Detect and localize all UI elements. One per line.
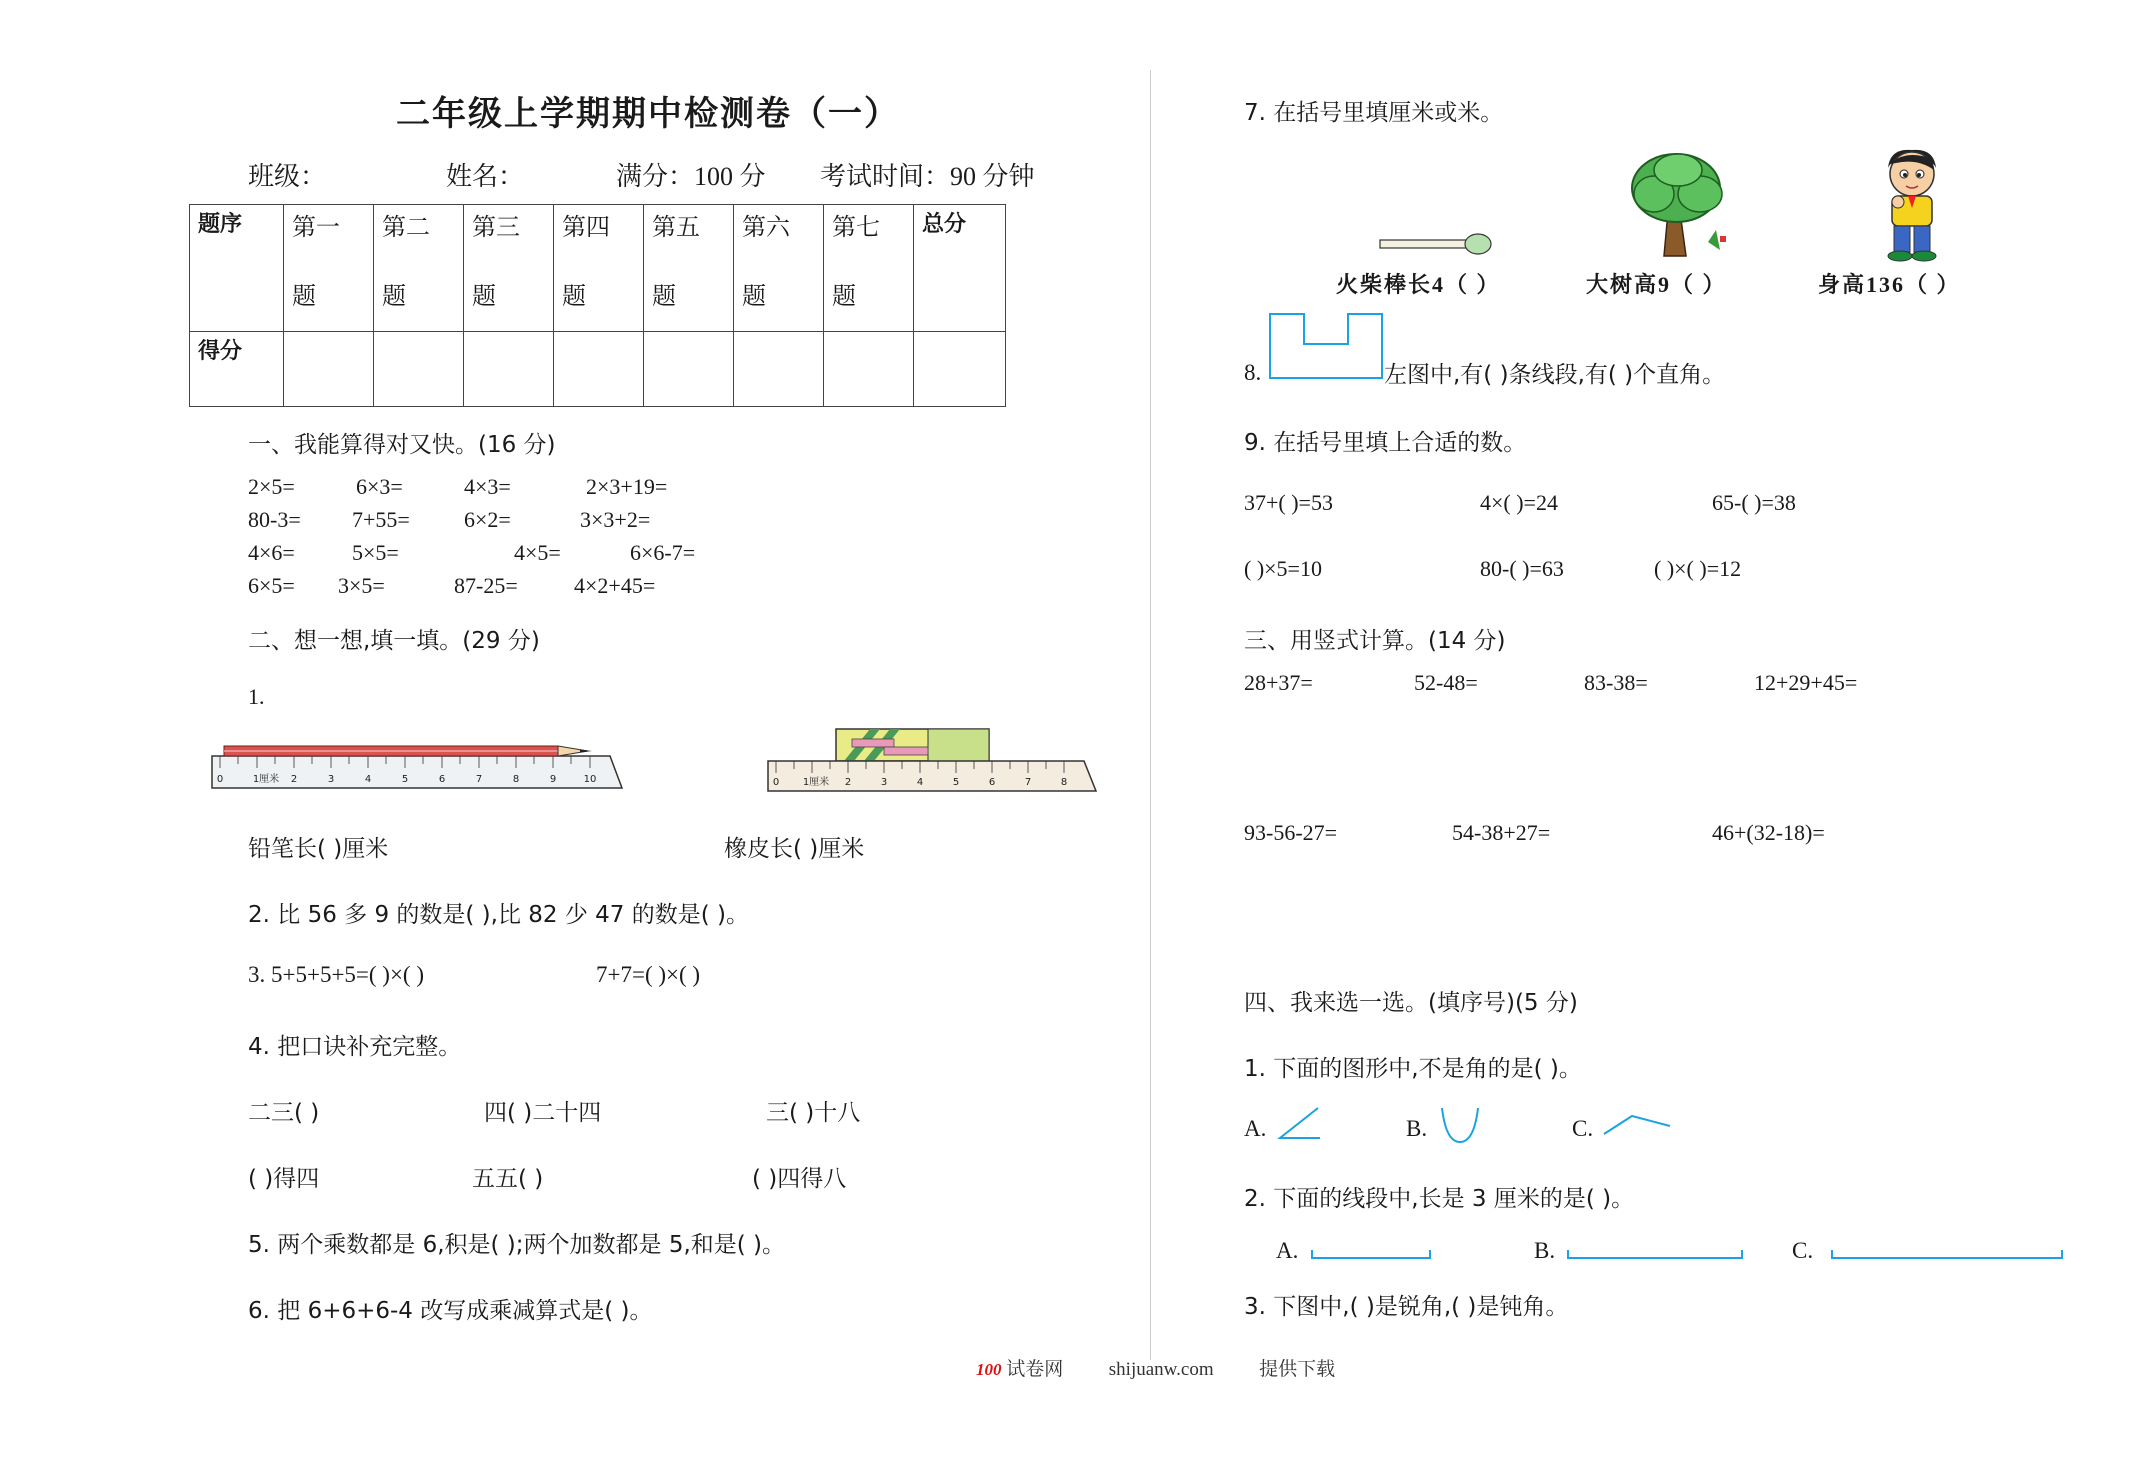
option-b-segment <box>1566 1248 1744 1262</box>
question-3b: 7+7=( )×( ) <box>596 962 701 987</box>
question-9: 9. 在括号里填上合适的数。 <box>1244 430 1527 456</box>
footer <box>976 1354 1335 1381</box>
fill-item: 65-( )=38 <box>1712 490 1796 515</box>
rhyme-item: 二三( ) <box>248 1100 320 1126</box>
question-3a: 3. 5+5+5+5=( )×( ) <box>248 962 424 987</box>
option-label: B. <box>1534 1238 1556 1263</box>
calc-item: 4×2+45= <box>574 573 656 598</box>
vertical-calc-item: 46+(32-18)= <box>1712 820 1825 845</box>
tree-image <box>1624 150 1734 262</box>
question-2: 2. 比 56 多 9 的数是( ),比 82 少 47 的数是( )。 <box>248 902 750 928</box>
vertical-calc-item: 83-38= <box>1584 670 1648 695</box>
ruler-1-tick-label: 6 <box>438 774 446 785</box>
table-cell: 得分 <box>190 332 284 407</box>
calc-item: 87-25= <box>454 573 518 598</box>
calc-item: 5×5= <box>352 540 399 565</box>
score-cell[interactable] <box>554 332 644 407</box>
footer-brand: 试卷网 <box>1006 1359 1064 1380</box>
table-cell: 第五 题 <box>644 205 734 332</box>
rhyme-item: 四( )二十四 <box>484 1100 602 1126</box>
ruler-2-tick-label: 8 <box>1060 777 1068 788</box>
pencil-question: 铅笔长( )厘米 <box>248 836 389 862</box>
footer-site-link[interactable]: shijuanw.com <box>1108 1359 1214 1380</box>
page-title: 二年级上学期期中检测卷（一） <box>396 96 900 133</box>
score-cell[interactable] <box>734 332 824 407</box>
score-cell[interactable] <box>374 332 464 407</box>
section4-title: 四、我来选一选。(填序号)(5 分) <box>1244 990 1578 1016</box>
ruler-2-unit-label: 1厘米 <box>802 777 830 788</box>
ruler-1-tick-label: 3 <box>327 774 335 785</box>
score-cell[interactable] <box>284 332 374 407</box>
q7-caption-height: 身高136（ ） <box>1818 272 1961 297</box>
ruler-1-tick-label: 10 <box>583 774 597 785</box>
vertical-calc-item: 28+37= <box>1244 670 1313 695</box>
calc-item: 2×3+19= <box>586 474 668 499</box>
calc-item: 3×5= <box>338 573 385 598</box>
option-label: C. <box>1572 1116 1594 1141</box>
table-cell: 总分 <box>914 205 1006 332</box>
ruler-1-tick-label: 0 <box>216 774 224 785</box>
calc-item: 3×3+2= <box>580 507 651 532</box>
score-table-score-row <box>190 332 1006 407</box>
score-cell[interactable] <box>914 332 1006 407</box>
eraser-question: 橡皮长( )厘米 <box>724 836 865 862</box>
option-b-curve-icon <box>1438 1106 1484 1146</box>
question-4: 4. 把口诀补充完整。 <box>248 1034 462 1060</box>
calc-item: 6×2= <box>464 507 511 532</box>
eraser <box>836 729 989 761</box>
q8-shape <box>1268 312 1384 380</box>
matchstick-image <box>1378 230 1493 260</box>
table-cell: 题序 <box>190 205 284 332</box>
ruler-1-tick-label: 7 <box>475 774 483 785</box>
choice-question-3: 3. 下图中,( )是锐角,( )是钝角。 <box>1244 1294 1569 1320</box>
question-7: 7. 在括号里填厘米或米。 <box>1244 100 1504 126</box>
question-8: 左图中,有( )条线段,有( )个直角。 <box>1384 362 1726 388</box>
table-cell: 第六 题 <box>734 205 824 332</box>
fill-item: ( )×( )=12 <box>1654 556 1742 581</box>
name-label: 姓名： <box>446 162 525 191</box>
ruler-1-tick-label: 2 <box>290 774 298 785</box>
option-label: A. <box>1276 1238 1299 1263</box>
site-logo: 100 <box>976 1360 1002 1379</box>
question-5: 5. 两个乘数都是 6,积是( );两个加数都是 5,和是( )。 <box>248 1232 786 1258</box>
vertical-calc-item: 52-48= <box>1414 670 1478 695</box>
fill-item: 4×( )=24 <box>1480 490 1558 515</box>
option-c-segment <box>1830 1248 2064 1262</box>
rhyme-item: 三( )十八 <box>766 1100 861 1126</box>
section2-title: 二、想一想,填一填。(29 分) <box>248 628 540 654</box>
ruler-2-tick-label: 3 <box>880 777 888 788</box>
ruler-1-unit-label: 1厘米 <box>252 774 280 785</box>
score-cell[interactable] <box>824 332 914 407</box>
pencil <box>224 746 592 756</box>
q7-caption-match: 火柴棒长4（ ） <box>1336 272 1501 297</box>
calc-item: 4×6= <box>248 540 295 565</box>
option-c-angle-icon <box>1602 1112 1672 1138</box>
option-a-segment <box>1310 1248 1432 1262</box>
score-cell[interactable] <box>644 332 734 407</box>
ruler-2-tick-label: 2 <box>844 777 852 788</box>
fill-item: 37+( )=53 <box>1244 490 1333 515</box>
vertical-calc-item: 12+29+45= <box>1754 670 1858 695</box>
table-cell: 第七 题 <box>824 205 914 332</box>
section1-title: 一、我能算得对又快。(16 分) <box>248 432 556 458</box>
calc-item: 4×5= <box>514 540 561 565</box>
q7-caption-tree: 大树高9（ ） <box>1586 272 1727 297</box>
calc-item: 4×3= <box>464 474 511 499</box>
ruler-2-tick-label: 7 <box>1024 777 1032 788</box>
ruler-1-tick-label: 4 <box>364 774 372 785</box>
fill-item: ( )×5=10 <box>1244 556 1322 581</box>
table-cell: 第一 题 <box>284 205 374 332</box>
calc-item: 80-3= <box>248 507 301 532</box>
question-number: 8. <box>1244 360 1262 385</box>
table-cell: 第三 题 <box>464 205 554 332</box>
footer-note: 提供下载 <box>1259 1359 1336 1380</box>
column-divider <box>1150 70 1151 1360</box>
table-cell: 第二 题 <box>374 205 464 332</box>
option-label: B. <box>1406 1116 1428 1141</box>
calc-item: 6×5= <box>248 573 295 598</box>
choice-question-1: 1. 下面的图形中,不是角的是( )。 <box>1244 1056 1582 1082</box>
ruler-1-tick-label: 9 <box>549 774 557 785</box>
ruler-2-tick-label: 4 <box>916 777 924 788</box>
ruler-1-tick-label: 5 <box>401 774 409 785</box>
vertical-calc-item: 93-56-27= <box>1244 820 1338 845</box>
calc-item: 6×3= <box>356 474 403 499</box>
class-label: 班级： <box>248 162 327 191</box>
ruler-1-tick-label: 8 <box>512 774 520 785</box>
option-a-angle-icon <box>1276 1106 1322 1142</box>
ruler-eraser-figure <box>766 727 1106 802</box>
ruler-pencil-figure <box>210 738 630 798</box>
exam-time-label: 考试时间：90 分钟 <box>820 162 1035 191</box>
calc-item: 6×6-7= <box>630 540 696 565</box>
fill-item: 80-( )=63 <box>1480 556 1564 581</box>
rhyme-item: ( )得四 <box>248 1166 320 1192</box>
section3-title: 三、用竖式计算。(14 分) <box>1244 628 1506 654</box>
question-number: 1. <box>248 684 265 709</box>
full-score-label: 满分：100 分 <box>616 162 766 191</box>
ruler-2-tick-label: 0 <box>772 777 780 788</box>
question-6: 6. 把 6+6+6-4 改写成乘减算式是( )。 <box>248 1298 653 1324</box>
table-cell: 第四 题 <box>554 205 644 332</box>
ruler-2-tick-label: 6 <box>988 777 996 788</box>
rhyme-item: 五五( ) <box>472 1166 544 1192</box>
ruler-2-tick-label: 5 <box>952 777 960 788</box>
vertical-calc-item: 54-38+27= <box>1452 820 1551 845</box>
score-cell[interactable] <box>464 332 554 407</box>
option-label: C. <box>1792 1238 1814 1263</box>
option-label: A. <box>1244 1116 1267 1141</box>
boy-image <box>1872 146 1952 264</box>
score-table-header-row <box>190 205 1006 332</box>
rhyme-item: ( )四得八 <box>752 1166 847 1192</box>
calc-item: 2×5= <box>248 474 295 499</box>
choice-question-2: 2. 下面的线段中,长是 3 厘米的是( )。 <box>1244 1186 1635 1212</box>
score-table <box>189 204 1006 407</box>
calc-item: 7+55= <box>352 507 410 532</box>
